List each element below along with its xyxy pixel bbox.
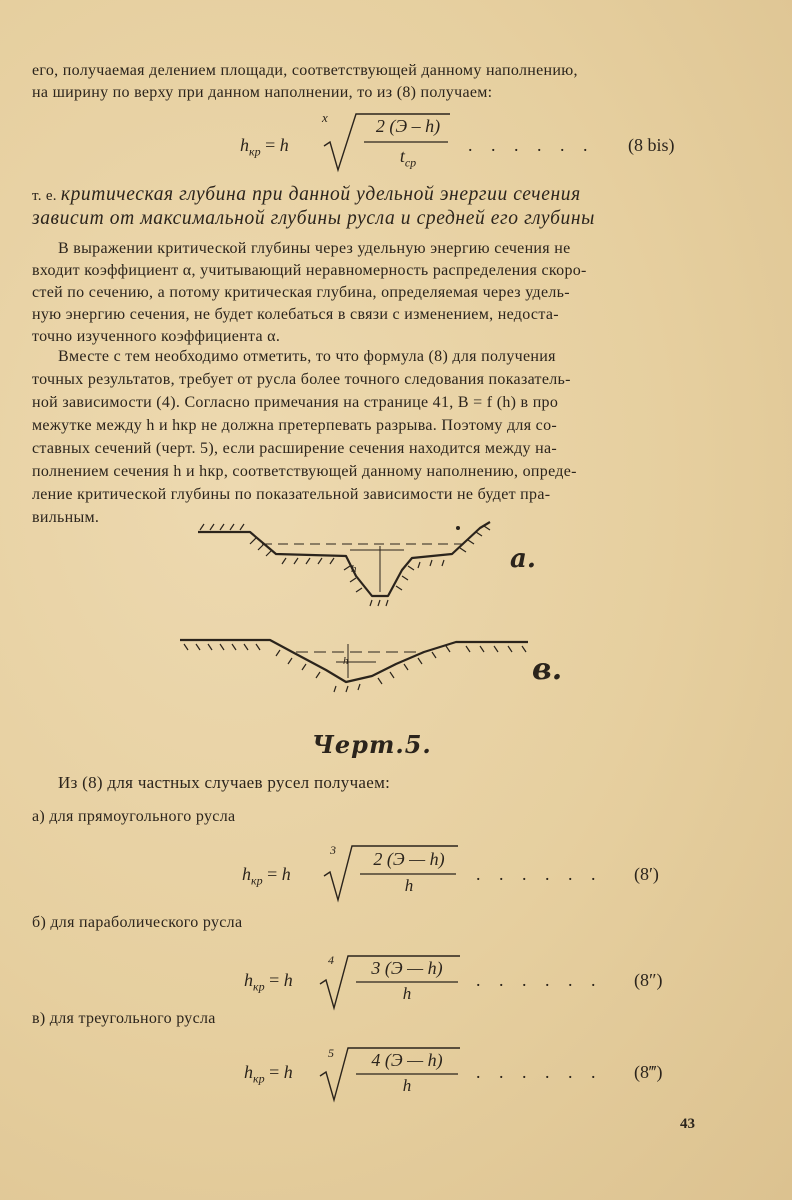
eq-8p-label: (8′) [634, 864, 659, 884]
eq-8bis-den-sub: ср [404, 155, 417, 170]
intro-line-1: его, получаемая делением площади, соответствующей данному наполнению, [32, 62, 578, 79]
italic-lead: т. е. [32, 188, 57, 204]
eq-8p-equals: = [267, 864, 278, 884]
eq-8pp-exponent: 4 [328, 953, 334, 967]
eq-8ppp-lhs-sub: кр [253, 1071, 265, 1086]
eq-8pp-label: (8″) [634, 970, 663, 990]
page-number: 43 [680, 1116, 695, 1132]
eq-8bis-lhs: h [240, 135, 249, 155]
para1-line-4: ную энергию сечения, не будет колебаться в связи с изменением, недоста- [32, 306, 559, 323]
eq-8bis-dots: . . . . . . [468, 135, 595, 155]
case-b-label: б) для параболического русла [32, 914, 243, 931]
eq-8p-denominator: h [404, 876, 414, 895]
para2-line-5: ставных сечений (черт. 5), если расширение сечения находится между на- [32, 440, 558, 457]
para2-line-3: ной зависимости (4). Согласно примечания на странице 41, B = f (h) в про [32, 394, 559, 411]
eq-8pp-lhs-sub: кр [253, 979, 265, 994]
eq-8bis-denominator: t [399, 146, 405, 166]
case-c-label: в) для треугольного русла [32, 1010, 216, 1027]
para2-line-7: ление критической глубины по показательной зависимости не будет пра- [32, 486, 551, 503]
figure-label-a: a. [510, 544, 536, 574]
para1-line-3: стей по сечению, а потому критическая глубина, определяемая через удель- [32, 284, 570, 301]
para1-line-5: точно изученного коэффициента α. [32, 328, 281, 345]
eq-8bis-lhs-sub: кр [249, 144, 261, 159]
eq-8pp-numerator: 3 (Э — h) [371, 958, 443, 978]
para2-line-2: точных результатов, требует от русла более точного следования показатель- [32, 371, 571, 388]
figure-b-h: h [343, 655, 349, 667]
eq-8ppp-dots: . . . . . . [476, 1062, 603, 1082]
eq-8pp-dots: . . . . . . [476, 970, 603, 990]
eq-8bis-h: h [279, 135, 289, 155]
italic-statement-line-2: зависит от максимальной глубины русла и средней его глубины [32, 208, 595, 229]
eq-8p-lhs-sub: кр [251, 873, 263, 888]
eq-8ppp-lhs: h [244, 1062, 253, 1082]
para2-line-1: Вместе с тем необходимо отметить, то что формула (8) для получения [58, 348, 556, 365]
eq-8pp-h: h [283, 970, 293, 990]
italic-statement-line-1 [32, 184, 581, 208]
eq-8ppp-exponent: 5 [328, 1046, 334, 1060]
eq-8bis-exponent: x [322, 110, 328, 125]
cross-section-a [190, 520, 550, 610]
case-a-label: а) для прямоугольного русла [32, 808, 236, 825]
eq-8p-lhs: h [242, 864, 251, 884]
intro-line-2: на ширину по верху при данном наполнении, то из (8) получаем: [32, 84, 493, 101]
italic-line-1: критическая глубина при данной удельной энергии сечения [60, 184, 581, 205]
eq-8bis-equals: = [265, 135, 276, 155]
eq-8pp-lhs: h [244, 970, 253, 990]
para2-line-6: полнением сечения h и hкр, соответствующей данному наполнению, опреде- [32, 463, 577, 480]
eq-8ppp-denominator: h [402, 1076, 412, 1095]
eq-8bis-numerator: 2 (Э – h) [375, 116, 441, 136]
eq-8p-exponent: 3 [330, 843, 336, 857]
para1-line-2: входит коэффициент α, учитывающий неравномерность распределения скоро- [32, 262, 587, 279]
cases-intro: Из (8) для частных случаев русел получаем: [58, 773, 391, 792]
eq-8ppp-label: (8‴) [634, 1062, 663, 1082]
eq-8pp-denominator: h [402, 984, 412, 1003]
para2-line-4: межутке между h и hкр не должна претерпевать разрыва. Поэтому для со- [32, 417, 557, 434]
figure-a-h: h [351, 563, 357, 575]
para1-line-1: В выражении критической глубины через удельную энергию сечения не [58, 240, 571, 257]
para2-line-8: вильным. [32, 509, 100, 526]
eq-8p-dots: . . . . . . [476, 864, 603, 884]
eq-8ppp-equals: = [269, 1062, 280, 1082]
figure-caption: Черт.5. [312, 730, 432, 759]
eq-8p-h: h [281, 864, 291, 884]
eq-8ppp-h: h [283, 1062, 293, 1082]
eq-8pp-equals: = [269, 970, 280, 990]
eq-8ppp-numerator: 4 (Э — h) [371, 1050, 443, 1070]
figure-label-b: в. [532, 652, 563, 687]
cross-section-b [176, 630, 556, 700]
eq-8p-numerator: 2 (Э — h) [373, 849, 445, 869]
eq-8bis-label: (8 bis) [628, 135, 675, 155]
